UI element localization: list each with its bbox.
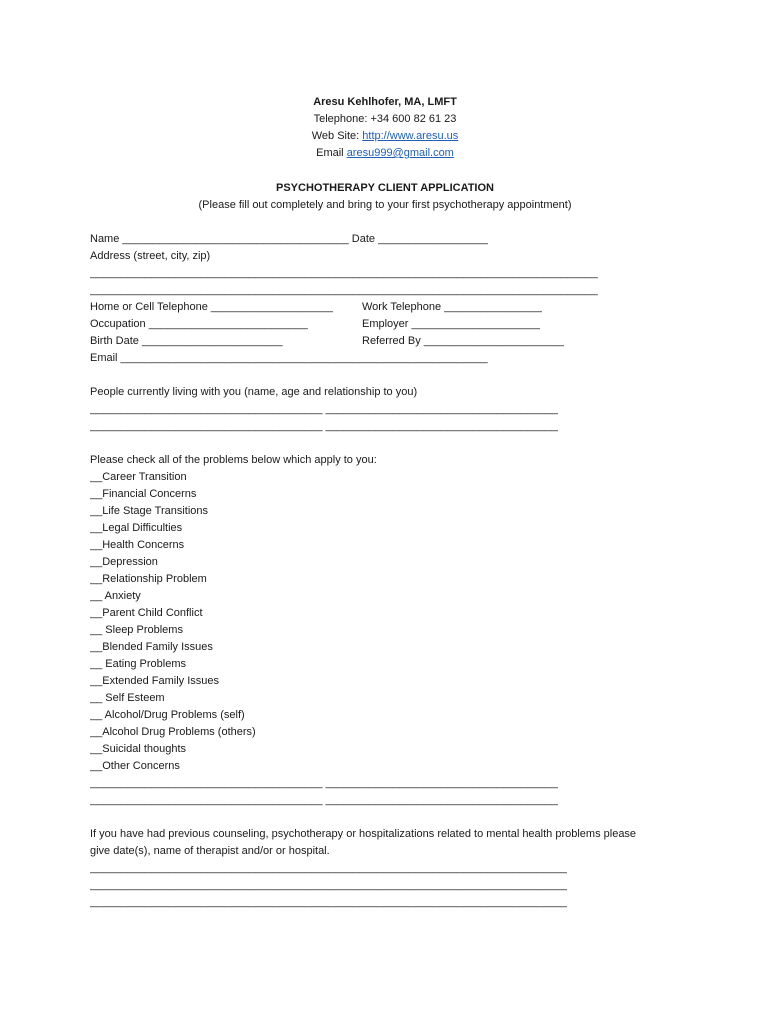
problems-label: Please check all of the problems below which apply to you: [90, 454, 377, 466]
telephone-line [0, 111, 770, 128]
form-subtitle: (Please fill out completely and bring to your first psychotherapy appointment) [198, 199, 572, 211]
referred-by-field: Referred By _______________________ [362, 335, 565, 347]
form-title: PSYCHOTHERAPY CLIENT APPLICATION [276, 182, 494, 194]
problem-item: __Suicidal thoughts [90, 743, 187, 755]
people-label: People currently living with you (name, age and relationship to you) [90, 386, 418, 398]
previous-care-text-1: If you have had previous counseling, psychotherapy or hospitalizations related to mental health problems please [90, 828, 637, 840]
problem-item: __Relationship Problem [90, 573, 207, 585]
address-line-2: ___________________________________________________________________________________ [90, 284, 598, 296]
previous-care-text-2: give date(s), name of therapist and/or or hospital. [90, 845, 330, 857]
other-concerns-line-2: ______________________________________ ______________________________________ [90, 794, 558, 806]
therapist-name: Aresu Kehlhofer, MA, LMFT [313, 96, 457, 108]
problem-item: __Legal Difficulties [90, 522, 183, 534]
problem-item: __Career Transition [90, 471, 187, 483]
people-line-2: ______________________________________ ______________________________________ [90, 420, 558, 432]
website-link[interactable]: http://www.aresu.us [362, 130, 459, 142]
name-date-field: Name _____________________________________ Date __________________ [90, 233, 489, 245]
problem-item: __Blended Family Issues [90, 641, 213, 653]
address-line-1: ___________________________________________________________________________________ [90, 267, 598, 279]
email-link[interactable]: aresu999@gmail.com [346, 147, 454, 159]
previous-care-line-2: ______________________________________________________________________________ [90, 879, 568, 891]
problem-item: __ Alcohol/Drug Problems (self) [90, 709, 245, 721]
problem-item: __ Self Esteem [90, 692, 165, 704]
telephone-label: Telephone: [313, 113, 371, 125]
work-phone-field: Work Telephone ________________ [362, 301, 543, 313]
telephone-number: +34 600 82 61 23 [370, 113, 457, 125]
other-concerns-line-1: ______________________________________ ______________________________________ [90, 777, 558, 789]
email-line [0, 145, 770, 162]
problem-item: __Parent Child Conflict [90, 607, 203, 619]
problem-item: __ Eating Problems [90, 658, 186, 670]
problem-item: __Life Stage Transitions [90, 505, 209, 517]
previous-care-line-3: ______________________________________________________________________________ [90, 896, 568, 908]
problem-item: __Other Concerns [90, 760, 180, 772]
address-label: Address (street, city, zip) [90, 250, 211, 262]
problem-item: __ Sleep Problems [90, 624, 183, 636]
people-line-1: ______________________________________ ______________________________________ [90, 403, 558, 415]
problem-item: __Financial Concerns [90, 488, 197, 500]
website-label: Web Site: [311, 130, 363, 142]
problem-item: __Depression [90, 556, 158, 568]
email-label: Email [316, 147, 347, 159]
birth-date-field: Birth Date _______________________ [90, 335, 283, 347]
employer-field: Employer _____________________ [362, 318, 540, 330]
problem-item: __Health Concerns [90, 539, 185, 551]
previous-care-line-1: ______________________________________________________________________________ [90, 862, 568, 874]
home-phone-field: Home or Cell Telephone ____________________ [90, 301, 334, 313]
website-line [0, 128, 770, 145]
occupation-field: Occupation __________________________ [90, 318, 308, 330]
problem-item: __ Anxiety [90, 590, 141, 602]
problem-item: __Alcohol Drug Problems (others) [90, 726, 256, 738]
email-field: Email ____________________________________________________________ [90, 352, 488, 364]
problem-item: __Extended Family Issues [90, 675, 220, 687]
